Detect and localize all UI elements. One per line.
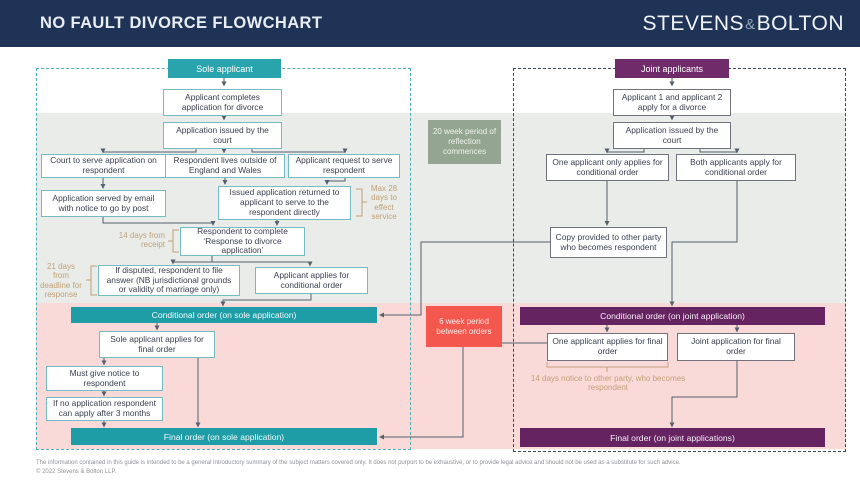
annotation-14-days-notice: 14 days notice to other party, who becomes respondent xyxy=(530,374,686,393)
node-court-serve: Court to serve application on respondent xyxy=(41,154,166,178)
six-week-period-box: 6 week period between orders xyxy=(426,306,502,347)
node-joint-both-apply: Applicant 1 and applicant 2 apply for a divorce xyxy=(613,89,731,116)
logo-part1: STEVENS xyxy=(642,11,745,35)
node-applicant-request-serve: Applicant request to serve respondent xyxy=(288,154,400,178)
node-applies-conditional: Applicant applies for conditional order xyxy=(255,267,368,294)
node-sole-application-issued: Application issued by the court xyxy=(163,122,282,149)
node-joint-application-issued: Application issued by the court xyxy=(613,122,731,149)
sole-section-header: Sole applicant xyxy=(168,59,281,78)
node-one-applies-conditional: One applicant only applies for conditional order xyxy=(546,154,669,181)
node-joint-final: Joint application for final order xyxy=(677,333,795,361)
banner-conditional-sole: Conditional order (on sole application) xyxy=(71,307,377,323)
annotation-max-28-days: Max 28 days to effect service xyxy=(370,184,398,222)
banner-final-joint: Final order (on joint applications) xyxy=(520,428,825,447)
banner-conditional-joint: Conditional order (on joint application) xyxy=(520,307,825,325)
logo-part2: BOLTON xyxy=(756,11,844,35)
annotation-21-days-deadline: 21 days from deadline for response xyxy=(40,262,82,300)
node-sole-complete-application: Applicant completes application for divorce xyxy=(163,89,282,116)
annotation-14-days-receipt: 14 days from receipt xyxy=(118,231,165,250)
reflection-period-box: 20 week period of reflection commences xyxy=(428,120,501,164)
node-copy-provided: Copy provided to other party who becomes respondent xyxy=(550,227,667,258)
node-must-give-notice: Must give notice to respondent xyxy=(46,366,163,391)
node-if-disputed: If disputed, respondent to file answer (NB jurisdictional grounds or validity of marriage only) xyxy=(98,265,240,296)
node-served-by-email: Application served by email with notice to go by post xyxy=(41,190,166,217)
node-both-apply-conditional: Both applicants apply for conditional order xyxy=(676,154,796,181)
node-issued-returned: Issued application returned to applicant to serve to the respondent directly xyxy=(218,186,351,220)
banner-final-sole: Final order (on sole application) xyxy=(71,428,377,445)
logo-ampersand: & xyxy=(745,16,756,33)
footer-copyright: © 2022 Stevens & Bolton LLP. xyxy=(36,469,117,475)
node-no-application-3-months: If no application respondent can apply after 3 months xyxy=(46,397,163,421)
page-title: NO FAULT DIVORCE FLOWCHART xyxy=(40,14,323,32)
joint-section-header: Joint applicants xyxy=(615,59,729,78)
footer-disclaimer: The information contained in this guide is intended to be a general introductory summary of the subject matters covered only. It does not purport to be exhaustive, or to provide legal advice and should not be used as a substitute for such advice. xyxy=(36,460,681,466)
node-respondent-response: Respondent to complete ‘Response to divorce application’ xyxy=(180,227,305,256)
node-sole-applies-final: Sole applicant applies for final order xyxy=(99,331,215,358)
node-respondent-outside: Respondent lives outside of England and Wales xyxy=(165,154,285,178)
node-one-applies-final: One applicant applies for final order xyxy=(547,333,668,361)
